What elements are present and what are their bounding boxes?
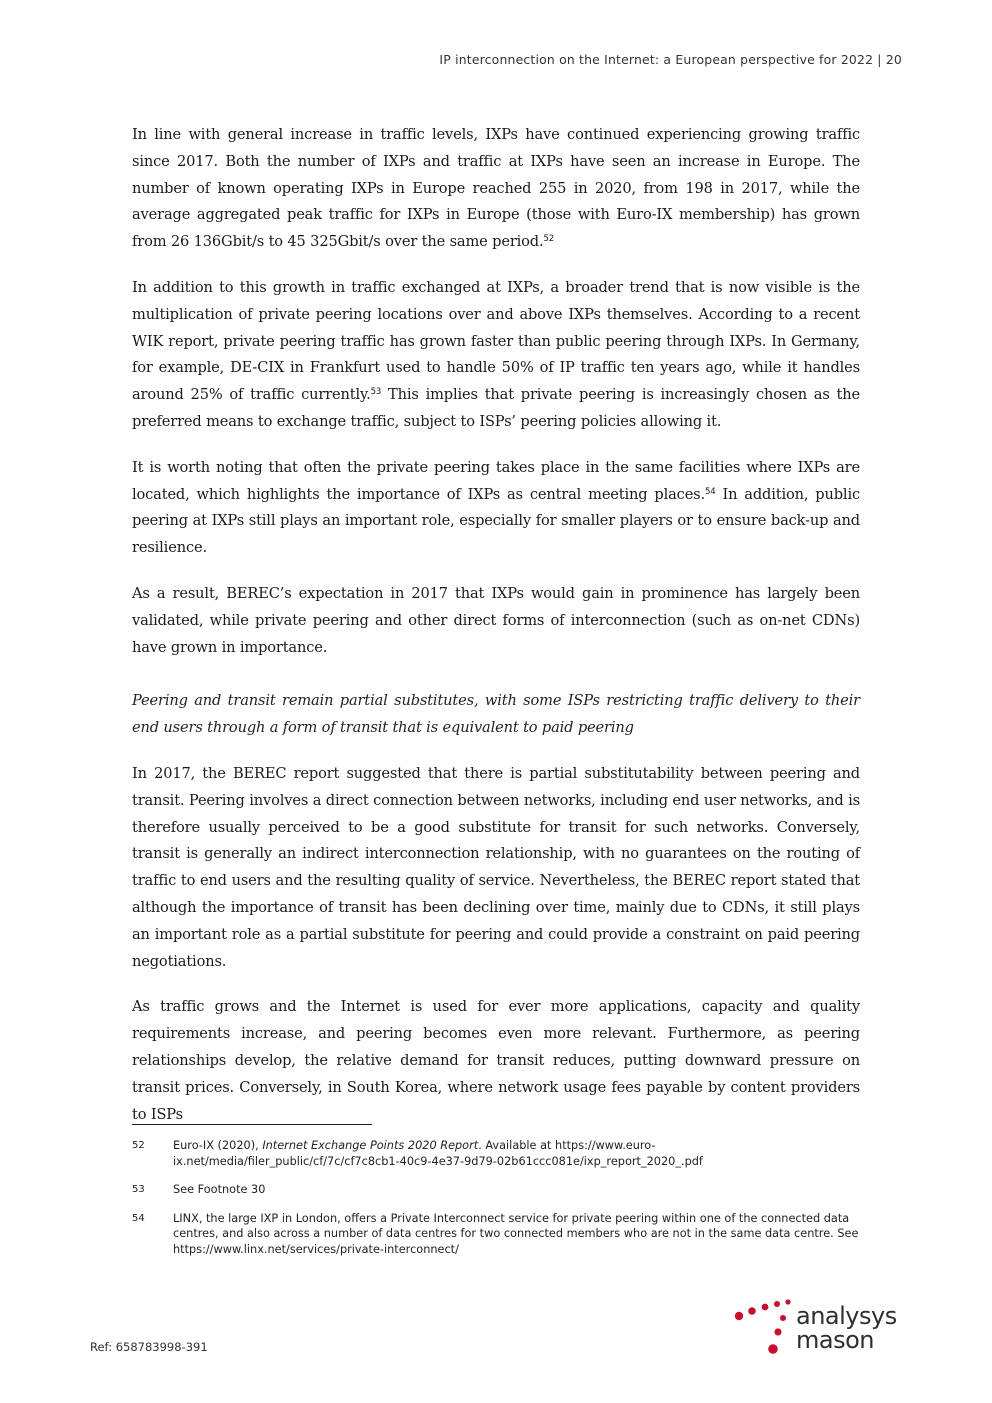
logo-line-2: mason [796, 1326, 874, 1354]
footnote-ref-54[interactable]: 54 [705, 486, 716, 497]
logo-dot [780, 1315, 786, 1321]
document-reference: Ref: 658783998-391 [90, 1340, 208, 1354]
logo-dot [774, 1301, 780, 1307]
footnote-ref-53[interactable]: 53 [370, 387, 382, 398]
logo-dot [762, 1304, 769, 1311]
paragraph-traffic-growth: As traffic grows and the Internet is used for ever more applications, capacity and quality requirements increase, and peering becomes even more relevant. Furthermore, as peering relationships develop, the relative demand for transit reduces, putting downward pressure on transit prices. Conversely, in South Korea, where network usage fees payable by content providers to ISPs [132, 998, 860, 1123]
logo-line-1: analysys [796, 1302, 897, 1330]
main-body [132, 122, 860, 1147]
logo-dot [768, 1344, 778, 1354]
logo-dots-icon [733, 1298, 793, 1362]
footnote-number: 52 [132, 1140, 145, 1151]
footnote-text: See Footnote 30 [173, 1183, 266, 1196]
footnote-number: 54 [132, 1212, 145, 1224]
logo-dot [735, 1312, 743, 1320]
footnote-52 [132, 1138, 862, 1169]
paragraph-ixp-traffic [132, 122, 860, 256]
logo-dot [774, 1328, 781, 1335]
footnote-ref-52[interactable]: 52 [543, 234, 555, 245]
footnote-source: Euro-IX (2020), [173, 1139, 263, 1152]
paragraph-substitutability: In 2017, the BEREC report suggested that there is partial substitutability between peering and transit. Peering involves a direct connection between networks, including end user networks, and is therefore usually perceived to be a good substitute for transit for such networks. Conversely, transit is generally an indirect interconnection relationship, with no guarantees on the routing of traffic to end users and the resulting quality of service. Nevertheless, the BEREC report stated that although the importance of transit has been declining over time, mainly due to CDNs, it still plays an important role as a partial substitute for peering and could provide a constraint on paid peering negotiations. [132, 764, 860, 970]
paragraph-facilities [132, 455, 860, 562]
analysys-mason-logo [733, 1298, 923, 1362]
footnote-report-title: Internet Exchange Points 2020 Report [262, 1139, 479, 1152]
footnote-54 [132, 1211, 862, 1258]
footnote-link[interactable]: . Available at https://www.euro-ix.net/media/filer_public/cf/7c/cf7c8cb1-40c9-4e37-9d79-02b61ccc081e/ixp_report_2020_.pdf [173, 1139, 703, 1168]
footnote-text: LINX, the large IXP in London, offers a Private Interconnect service for private peering within one of the connected data centres, and also across a number of data centres for two connected members who are not in the same data centre. See https://www.linx.net/services/private-interconnect/ [173, 1211, 859, 1256]
footnote-number: 53 [132, 1184, 145, 1195]
paragraph-text-continued: In addition, public peering at IXPs still plays an important role, especially for smaller players or to ensure back-up and resilience. [132, 485, 860, 557]
paragraph-text: In addition to this growth in traffic exchanged at IXPs, a broader trend that is now visible is the multiplication of private peering locations over and above IXPs themselves. According to a recent WIK report, private peering traffic has grown faster than public peering through IXPs. In Germany, for example, DE-CIX in Frankfurt used to handle 50% of IP traffic ten years ago, while it handles around 25% of traffic currently. [132, 278, 860, 404]
section-subheading: Peering and transit remain partial substitutes, with some ISPs restricting traffic delivery to their end users through a form of transit that is equivalent to paid peering [132, 692, 860, 737]
paragraph-private-peering [132, 275, 860, 436]
footnote-53 [132, 1182, 862, 1198]
footnote-text [173, 1138, 862, 1169]
paragraph-text: It is worth noting that often the private peering takes place in the same facilities where IXPs are located, which highlights the importance of IXPs as central meeting places. [132, 458, 860, 503]
footnotes [132, 1138, 862, 1270]
paragraph-text-continued: This implies that private peering is increasingly chosen as the preferred means to exchange traffic, subject to ISPs’ peering policies allowing it. [132, 386, 860, 430]
paragraph-text: In line with general increase in traffic levels, IXPs have continued experiencing growing traffic since 2017. Both the number of IXPs and traffic at IXPs have seen an increase in Europe. The number of known operating IXPs in Europe reached 255 in 2020, from 198 in 2017, while the average aggregated peak traffic for IXPs in Europe (those with Euro-IX membership) has grown from 26 136Gbit/s to 45 325Gbit/s over the same period. [132, 126, 860, 251]
logo-dot [748, 1307, 756, 1315]
logo-dot [785, 1299, 790, 1304]
paragraph-berec-expectation: As a result, BEREC’s expectation in 2017 that IXPs would gain in prominence has largely been validated, while private peering and other direct forms of interconnection (such as on-net CDNs) have grown in importance. [132, 584, 860, 656]
running-header: IP interconnection on the Internet: a European perspective for 2022 | 20 [439, 52, 902, 67]
footnote-divider [132, 1124, 372, 1125]
logo-wordmark [796, 1304, 897, 1352]
